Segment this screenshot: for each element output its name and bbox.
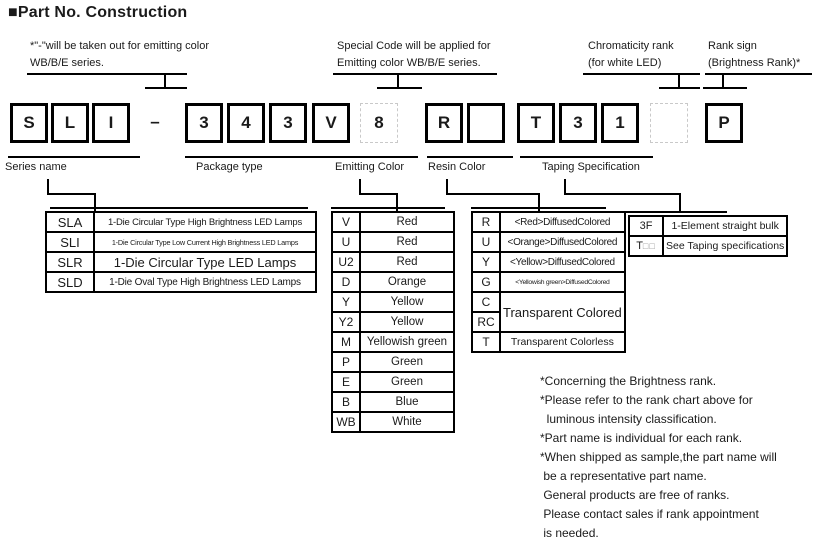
note-line: Please contact sales if rank appointment	[540, 507, 759, 521]
annotation-line: WB/B/E series.	[30, 57, 104, 69]
table-row	[332, 312, 454, 332]
table-row	[332, 392, 454, 412]
resin-desc: Transparent Colorless	[500, 332, 625, 352]
segment-underline-emitting	[323, 156, 418, 158]
annotation-rank-sign	[708, 38, 800, 72]
table-row	[472, 332, 625, 352]
part-char-box-chromaticity	[650, 103, 688, 143]
annotation-line: Rank sign	[708, 40, 757, 52]
resin-code: G	[472, 272, 500, 292]
emitting-code: U	[332, 232, 360, 252]
emitting-code: V	[332, 212, 360, 232]
part-char-box-series-1: S	[10, 103, 48, 143]
resin-desc-merged: Transparent Colored	[500, 292, 625, 332]
annotation-pointer-cap	[659, 87, 700, 89]
series-code: SLD	[46, 272, 94, 292]
segment-label-series-name: Series name	[5, 161, 67, 173]
annotation-pointer-cap	[377, 87, 422, 89]
table-row	[332, 372, 454, 392]
part-char-box-rank-sign: P	[705, 103, 743, 143]
taping-desc: See Taping specifications	[663, 236, 787, 256]
table-row	[472, 212, 625, 232]
resin-desc: <Red>DiffusedColored	[500, 212, 625, 232]
connector-line	[446, 193, 540, 195]
series-desc: 1-Die Circular Type LED Lamps	[94, 252, 316, 272]
table-row	[629, 216, 787, 236]
note-line: General products are free of ranks.	[540, 488, 730, 502]
brightness-rank-notes	[540, 372, 777, 543]
part-char-box-emitting: V	[312, 103, 350, 143]
emitting-code: Y	[332, 292, 360, 312]
emitting-desc: Yellowish green	[360, 332, 454, 352]
connector-line	[679, 193, 681, 213]
emitting-desc: Red	[360, 212, 454, 232]
note-line: luminous intensity classification.	[540, 412, 717, 426]
table-cap-line	[471, 207, 606, 209]
emitting-code: B	[332, 392, 360, 412]
series-desc: 1-Die Circular Type High Brightness LED Lamps	[94, 212, 316, 232]
emitting-desc: Green	[360, 372, 454, 392]
series-code: SLI	[46, 232, 94, 252]
note-line: *Part name is individual for each rank.	[540, 431, 743, 445]
annotation-special-code	[337, 38, 490, 72]
page-title: ■Part No. Construction	[8, 4, 188, 21]
taping-code	[629, 236, 663, 256]
emitting-desc: Red	[360, 252, 454, 272]
resin-desc: <Orange>DiffusedColored	[500, 232, 625, 252]
table-row	[46, 212, 316, 232]
table-row	[332, 212, 454, 232]
table-cap-line	[50, 207, 308, 209]
table-row	[332, 272, 454, 292]
table-cap-line	[331, 207, 445, 209]
table-row	[472, 232, 625, 252]
part-char-box-resin-1: R	[425, 103, 463, 143]
resin-color-table	[471, 211, 626, 353]
table-row	[46, 252, 316, 272]
table-cap-line	[625, 211, 727, 213]
annotation-line: Chromaticity rank	[588, 40, 674, 52]
part-char-box-taping-1: T	[517, 103, 555, 143]
resin-desc: <Yellow>DiffusedColored	[500, 252, 625, 272]
annotation-pointer-line	[164, 73, 166, 88]
segment-underline-taping	[520, 156, 653, 158]
emitting-desc: Yellow	[360, 312, 454, 332]
part-char-box-taping-3: 1	[601, 103, 639, 143]
table-row	[332, 332, 454, 352]
note-line: is needed.	[540, 526, 599, 540]
part-char-box-taping-2: 3	[559, 103, 597, 143]
annotation-chromaticity-rank	[588, 38, 674, 72]
segment-underline-series	[8, 156, 140, 158]
annotation-underline	[27, 73, 187, 75]
series-code: SLA	[46, 212, 94, 232]
part-char-box-resin-2	[467, 103, 505, 143]
connector-line	[564, 193, 681, 195]
taping-code: 3F	[629, 216, 663, 236]
emitting-desc: Green	[360, 352, 454, 372]
table-row	[332, 252, 454, 272]
part-char-box-package-2: 4	[227, 103, 265, 143]
resin-code: C	[472, 292, 500, 312]
series-name-table	[45, 211, 317, 293]
resin-code: R	[472, 212, 500, 232]
table-row	[332, 292, 454, 312]
table-row	[472, 272, 625, 292]
part-char-box-package-3: 3	[269, 103, 307, 143]
annotation-line: (for white LED)	[588, 57, 662, 69]
annotation-underline	[333, 73, 497, 75]
annotation-pointer-cap	[703, 87, 747, 89]
annotation-underline	[583, 73, 700, 75]
series-desc: 1-Die Circular Type Low Current High Brightness LED Lamps	[94, 232, 316, 252]
series-desc: 1-Die Oval Type High Brightness LED Lamps	[94, 272, 316, 292]
segment-underline-package	[185, 156, 330, 158]
taping-spec-table	[628, 215, 788, 257]
annotation-line: Special Code will be applied for	[337, 40, 491, 52]
emitting-desc: White	[360, 412, 454, 432]
note-line: *Please refer to the rank chart above for	[540, 393, 753, 407]
emitting-code: WB	[332, 412, 360, 432]
note-line: *Concerning the Brightness rank.	[540, 374, 717, 388]
annotation-pointer-line	[722, 73, 724, 88]
series-code: SLR	[46, 252, 94, 272]
annotation-line: (Brightness Rank)*	[708, 57, 801, 69]
emitting-desc: Red	[360, 232, 454, 252]
table-row	[332, 232, 454, 252]
resin-desc: <Yellowish green>DiffusedColored	[500, 272, 625, 292]
table-row	[46, 272, 316, 292]
segment-label-taping-spec: Taping Specification	[542, 161, 640, 173]
annotation-line: Emitting color WB/B/E series.	[337, 57, 481, 69]
emitting-code: Y2	[332, 312, 360, 332]
note-line: *When shipped as sample,the part name will	[540, 450, 777, 464]
taping-code-letter: T	[636, 240, 643, 252]
table-row	[629, 236, 787, 256]
table-row	[332, 352, 454, 372]
note-line: be a representative part name.	[540, 469, 707, 483]
annotation-pointer-line	[397, 73, 399, 88]
emitting-code: P	[332, 352, 360, 372]
table-row	[46, 232, 316, 252]
taping-desc: 1-Element straight bulk	[663, 216, 787, 236]
table-row	[472, 292, 625, 312]
part-char-box-package-1: 3	[185, 103, 223, 143]
annotation-pointer-cap	[145, 87, 187, 89]
emitting-desc: Yellow	[360, 292, 454, 312]
emitting-color-table	[331, 211, 455, 433]
emitting-code: D	[332, 272, 360, 292]
segment-label-resin-color: Resin Color	[428, 161, 486, 173]
segment-underline-resin	[427, 156, 513, 158]
emitting-desc: Orange	[360, 272, 454, 292]
table-row	[472, 252, 625, 272]
connector-line	[359, 193, 398, 195]
resin-code: T	[472, 332, 500, 352]
emitting-code: M	[332, 332, 360, 352]
emitting-desc: Blue	[360, 392, 454, 412]
annotation-dash-removal	[30, 38, 209, 72]
emitting-code: E	[332, 372, 360, 392]
connector-line	[47, 193, 96, 195]
annotation-pointer-line	[678, 73, 680, 88]
emitting-code: U2	[332, 252, 360, 272]
segment-label-package-type: Package type	[196, 161, 263, 173]
part-char-box-series-3: I	[92, 103, 130, 143]
table-row	[332, 412, 454, 432]
taping-code-placeholder-squares: □□	[642, 241, 656, 251]
part-char-dash: –	[150, 112, 160, 131]
part-char-box-special-code: 8	[360, 103, 398, 143]
resin-code: Y	[472, 252, 500, 272]
annotation-line: *"-"will be taken out for emitting color	[30, 40, 209, 52]
part-char-box-series-2: L	[51, 103, 89, 143]
resin-code: U	[472, 232, 500, 252]
segment-label-emitting-color: Emitting Color	[335, 161, 405, 173]
resin-code: RC	[472, 312, 500, 332]
